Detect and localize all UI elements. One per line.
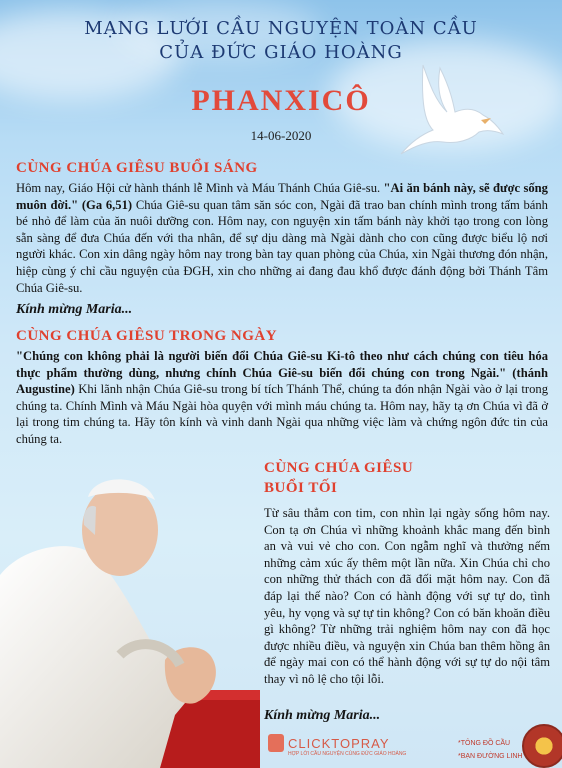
credit-line-1: *TÔNG ĐỒ CẦU xyxy=(458,740,511,747)
evening-paragraph: Từ sâu thẳm con tim, con nhìn lại ngày sống hôm nay. Con tạ ơn Chúa vì những khoảnh khắc mang đến bình an và vui vẻ cho con. Con ngẫm nghĩ và thưởng nếm những cảm xúc ấy thêm một lần nữa. Xin Chúa chỉ cho con những thử thách con đã đối mặt hôm nay. Con đã đáp lại thế nào? Con có hành động với sự tự do, tình yêu, hy vọng và sự tự tin không? Con có băn khoăn điều gì không? Từ những trải nghiệm hôm nay con đã học được nhiều điều, và nguyện xin Chúa ban thêm hồng ân để ngày mai con có thể hành động với sự tự do nội tâm thay vì nô lệ cho tội lỗi. xyxy=(264,506,550,686)
pope-name: PHANXICÔ xyxy=(191,84,371,117)
day-heading: CÙNG CHÚA GIÊSU TRONG NGÀY xyxy=(16,328,278,344)
morning-quote: "Ai ăn bánh này, sẽ được sống muôn đời." (Ga 6,51) xyxy=(16,181,548,212)
evening-closing: Kính mừng Maria... xyxy=(264,708,381,723)
header-line-1: MẠNG LƯỚI CẦU NGUYỆN TOÀN CẦU xyxy=(84,18,478,39)
clicktopray-logo[interactable] xyxy=(268,734,407,757)
day-paragraph: "Chúng con không phải là người biến đổi Chúa Giê-su Ki-tô theo như cách chúng con tiêu hóa thực phẩm thường dùng, nhưng chính Chúa Giê-su biến đổi chúng con trong Ngài." (thánh Augustine) Khi lãnh nhận Chúa Giê-su trong bí tích Thánh Thể, chúng ta đón nhận Ngài vào ở lại trong chúng ta. Chính Mình và Máu Ngài hòa quyện với mình máu chúng ta. Hôm nay, hãy tạ ơn Chúa vì đã ở lại trong tim chúng ta. Hãy tôn kính và vinh danh Ngài qua những việc làm và chứng ngôn đức tin của chúng ta. xyxy=(16,349,548,446)
evening-heading-1: CÙNG CHÚA GIÊSU xyxy=(264,460,414,476)
day-quote: "Chúng con không phải là người biến đổi Chúa Giê-su Ki-tô theo như cách chúng con tiêu hóa thực phẩm thường dùng, nhưng chính Chúa Giê-su biến đổi chúng con trong Ngài." (thánh Augustine) xyxy=(16,349,548,397)
evening-heading-2: BUỔI TỐI xyxy=(264,480,338,496)
dove-icon xyxy=(395,60,505,155)
header-line-2: CỦA ĐỨC GIÁO HOÀNG xyxy=(159,42,403,63)
date: 14-06-2020 xyxy=(250,128,312,143)
emblem-seal xyxy=(522,724,562,768)
clicktopray-tagline: HỢP LỜI CẦU NGUYỆN CÙNG ĐỨC GIÁO HOÀNG xyxy=(288,751,407,757)
clicktopray-label: CLICKTOPRAY xyxy=(288,735,390,751)
credit-line-2: *BẠN ĐƯỜNG LINH xyxy=(458,753,523,760)
pope-praying-image xyxy=(0,455,260,768)
morning-heading: CÙNG CHÚA GIÊSU BUỔI SÁNG xyxy=(16,160,258,176)
clicktopray-icon xyxy=(268,734,284,752)
morning-closing: Kính mừng Maria... xyxy=(16,302,133,317)
morning-paragraph: Hôm nay, Giáo Hội cử hành thánh lễ Mình và Máu Thánh Chúa Giê-su. "Ai ăn bánh này, sẽ được sống muôn đời." (Ga 6,51) Chúa Giê-su quan tâm săn sóc con, Ngài đã trao ban chính mình trong tấm bánh bé nhỏ để làm của ăn nuôi dưỡng con. Hôm nay, con nguyện xin tấm bánh này khởi tạo trong con lòng sẵn sàng để đưa Chúa đến với tha nhân, để sự dịu dàng mà Ngài dành cho con cũng được biểu lộ nơi người khác. Con xin dâng ngày hôm nay trong bàn tay quan phòng của Chúa, xin Ngài thương đón nhận, hiệp cùng ý chỉ cầu nguyện của ĐGH, xin cho những ai đang đau khổ được đánh động bởi Thánh Tâm Chúa Giê-su. xyxy=(16,181,548,295)
